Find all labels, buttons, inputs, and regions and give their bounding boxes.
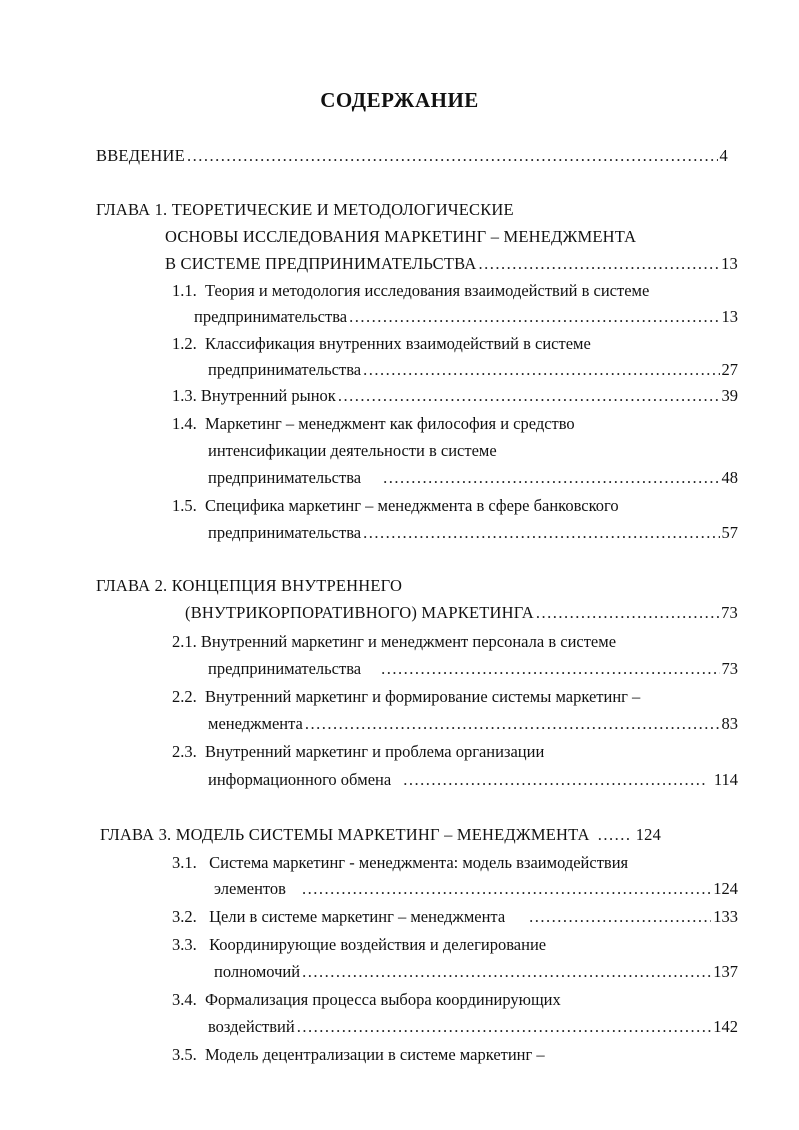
toc-label: воздействий <box>208 1017 295 1036</box>
toc-page-number: 13 <box>721 307 738 326</box>
toc-page-number: 4 <box>719 146 728 165</box>
section-title: Теория и методология исследования взаимодействий в системе <box>205 281 650 300</box>
toc-label: ГЛАВА 3. МОДЕЛЬ СИСТЕМЫ МАРКЕТИНГ – МЕНЕДЖМЕНТА <box>100 825 590 844</box>
toc-leader <box>302 879 711 899</box>
toc-entry-section-3-4 <box>208 1017 738 1037</box>
toc-leader <box>478 254 719 274</box>
section-number: 3.2. <box>172 907 197 926</box>
toc-entry-section-2-1 <box>208 659 738 679</box>
page-title: СОДЕРЖАНИЕ <box>320 88 479 112</box>
chapter-2-heading-line-1: ГЛАВА 2. КОНЦЕПЦИЯ ВНУТРЕННЕГО <box>96 576 403 595</box>
toc-label: предпринимательства <box>194 307 348 326</box>
toc-leader <box>302 962 711 982</box>
toc-label: предпринимательства <box>208 659 362 678</box>
section-number: 2.3. <box>172 742 197 761</box>
toc-entry-chapter-2 <box>185 603 738 623</box>
toc-entry-section-1-1 <box>194 307 738 327</box>
section-2-2-line-1 <box>172 687 640 707</box>
toc-leader <box>363 360 719 380</box>
section-number: 1.5. <box>172 496 197 515</box>
toc-page-number: 124 <box>713 879 738 898</box>
toc-entry-chapter-3 <box>100 825 740 845</box>
toc-leader <box>536 603 719 623</box>
section-1-2-line-1 <box>172 334 591 354</box>
toc-leader <box>529 907 711 927</box>
section-title: Система маркетинг - менеджмента: модель взаимодействия <box>209 853 629 872</box>
toc-page-number: 13 <box>721 254 738 273</box>
section-1-5-line-1 <box>172 496 619 516</box>
section-title: Классификация внутренних взаимодействий в системе <box>205 334 591 353</box>
toc-entry-section-2-2 <box>208 714 738 734</box>
section-title: Цели в системе маркетинг – менеджмента <box>209 907 506 926</box>
toc-entry-section-1-2 <box>208 360 738 380</box>
toc-page-number: 73 <box>721 603 738 622</box>
section-title: Внутренний рынок <box>200 386 336 405</box>
toc-entry-section-3-3 <box>214 962 738 982</box>
section-number: 1.4. <box>172 414 197 433</box>
toc-page-number: 133 <box>713 907 738 926</box>
toc-leader <box>381 659 719 679</box>
toc-entry-section-3-1 <box>214 879 738 899</box>
section-title: Модель децентрализации в системе маркетинг – <box>205 1045 545 1064</box>
toc-leader <box>349 307 719 327</box>
toc-label: менеджмента <box>208 714 303 733</box>
section-number: 3.4. <box>172 990 197 1009</box>
toc-label: В СИСТЕМЕ ПРЕДПРИНИМАТЕЛЬСТВА <box>165 254 477 273</box>
section-title: Маркетинг – менеджмент как философия и средство <box>205 414 575 433</box>
section-title: Формализация процесса выбора координирующих <box>205 990 561 1009</box>
toc-page-number: 57 <box>721 523 738 542</box>
toc-entry-intro <box>96 146 728 166</box>
section-number: 2.2. <box>172 687 197 706</box>
toc-page-number: 83 <box>721 714 738 733</box>
toc-entry-section-1-3 <box>172 386 738 406</box>
section-1-4-line-1 <box>172 414 575 434</box>
toc-entry-section-3-2 <box>172 907 738 927</box>
toc-label: элементов <box>214 879 286 898</box>
toc-label: предпринимательства <box>208 468 362 487</box>
toc-page-number: 114 <box>713 770 738 789</box>
section-3-3-line-1 <box>172 935 546 955</box>
toc-leader <box>297 1017 712 1037</box>
chapter-1-heading-line-2: ОСНОВЫ ИССЛЕДОВАНИЯ МАРКЕТИНГ – МЕНЕДЖМЕНТА <box>165 227 637 246</box>
toc-leader <box>305 714 720 734</box>
toc-label: (ВНУТРИКОРПОРАТИВНОГО) МАРКЕТИНГА <box>185 603 534 622</box>
toc-label: предпринимательства <box>208 523 362 542</box>
section-1-1-line-1 <box>172 281 649 301</box>
section-title: Специфика маркетинг – менеджмента в сфере банковского <box>205 496 619 515</box>
section-title: Внутренний маркетинг и менеджмент персонала в системе <box>200 632 617 651</box>
section-3-5-line-1 <box>172 1045 545 1065</box>
toc-page-number: 142 <box>713 1017 738 1036</box>
toc-page-number: 48 <box>721 468 738 487</box>
toc-label: предпринимательства <box>208 360 362 379</box>
section-title: Внутренний маркетинг и проблема организации <box>205 742 545 761</box>
toc-leader <box>187 146 718 166</box>
section-3-1-line-1 <box>172 853 628 873</box>
toc-page-number: 73 <box>721 659 738 678</box>
toc-label <box>172 386 336 406</box>
toc-page-number: 124 <box>635 825 662 844</box>
section-title: Координирующие воздействия и делегирование <box>209 935 547 954</box>
toc-label: ВВЕДЕНИЕ <box>96 146 185 165</box>
toc-entry-section-1-5 <box>208 523 738 543</box>
toc-leader <box>383 468 719 488</box>
section-number: 3.5. <box>172 1045 197 1064</box>
toc-label: информационного обмена <box>208 770 392 789</box>
toc-leader <box>338 386 720 406</box>
toc-entry-chapter-1 <box>165 254 738 274</box>
section-number: 1.1. <box>172 281 197 300</box>
section-number: 3.1. <box>172 853 197 872</box>
section-3-4-line-1 <box>172 990 561 1010</box>
toc-leader <box>403 770 708 790</box>
section-title: Внутренний маркетинг и формирование системы маркетинг – <box>205 687 641 706</box>
toc-page-number: 137 <box>713 962 738 981</box>
toc-entry-section-1-4 <box>208 468 738 488</box>
section-number: 2.1. <box>172 632 197 651</box>
toc-label: полномочий <box>214 962 301 981</box>
section-number: 1.2. <box>172 334 197 353</box>
section-2-3-line-1 <box>172 742 544 762</box>
section-number: 1.3. <box>172 386 197 405</box>
section-number: 3.3. <box>172 935 197 954</box>
toc-page-number: 39 <box>721 386 738 405</box>
toc-page-number: 27 <box>721 360 738 379</box>
section-1-4-line-2: интенсификации деятельности в системе <box>208 441 497 460</box>
toc-leader <box>363 523 719 543</box>
toc-leader <box>598 825 630 845</box>
section-2-1-line-1 <box>172 632 616 652</box>
toc-label <box>172 907 505 927</box>
chapter-1-heading-line-1: ГЛАВА 1. ТЕОРЕТИЧЕСКИЕ И МЕТОДОЛОГИЧЕСКИЕ <box>96 200 514 219</box>
toc-entry-section-2-3 <box>208 770 738 790</box>
